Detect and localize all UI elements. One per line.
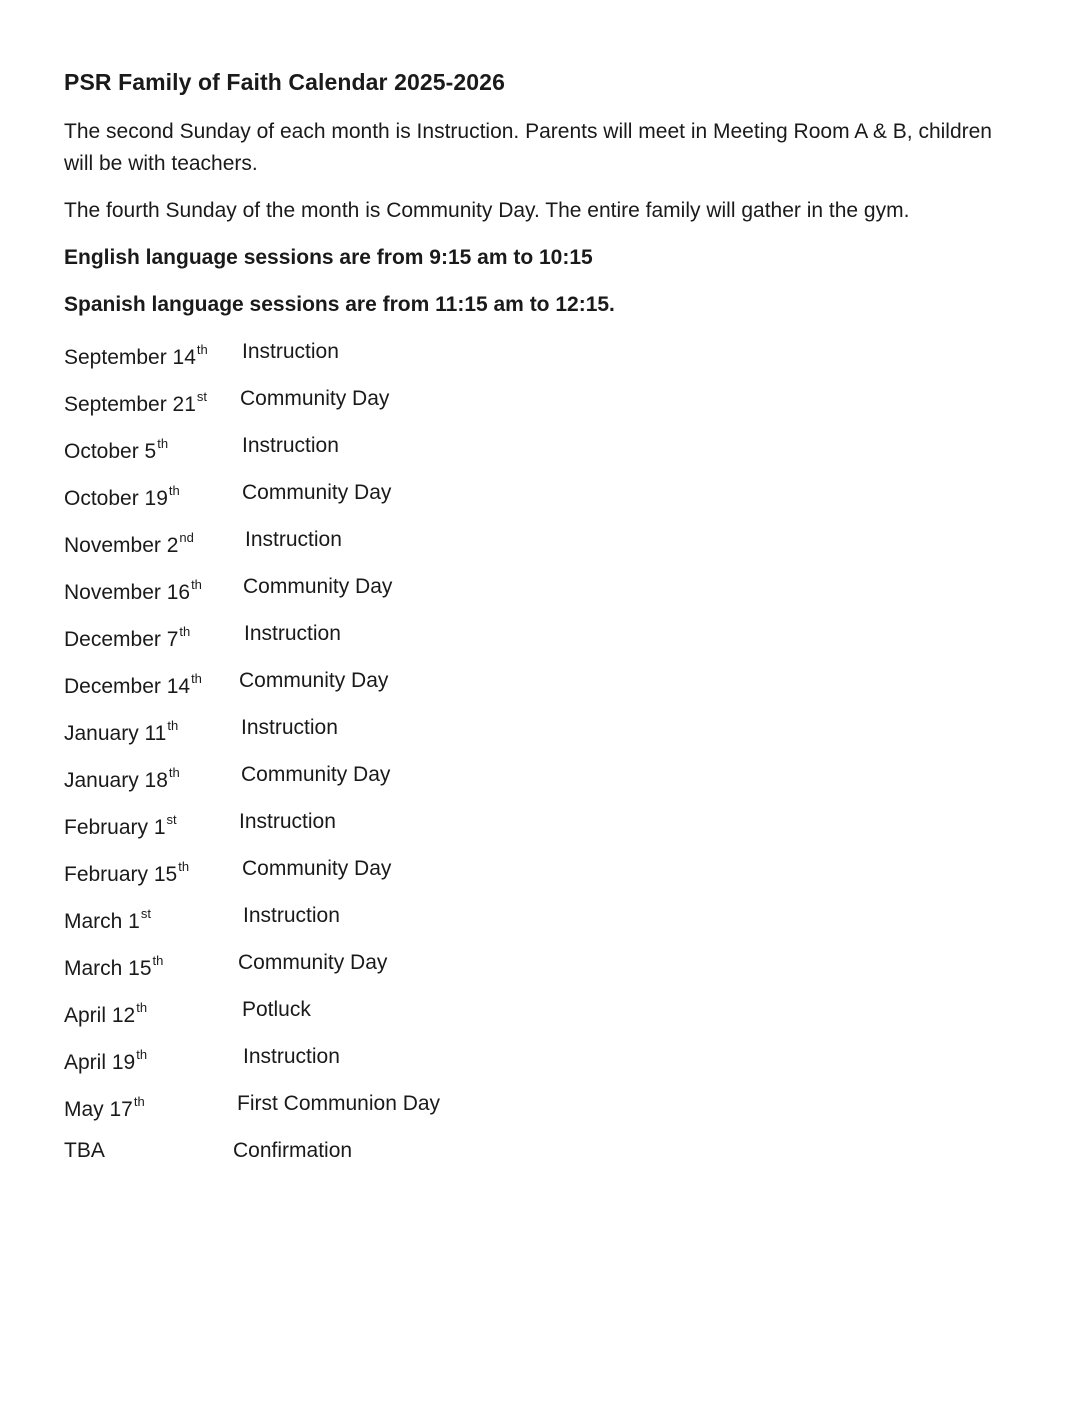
schedule-event: Instruction bbox=[239, 810, 336, 833]
schedule-date-suffix: th bbox=[191, 671, 202, 686]
schedule-date-text: September 14 bbox=[64, 346, 196, 369]
schedule-date-text: October 5 bbox=[64, 440, 157, 463]
schedule-event: Instruction bbox=[245, 528, 342, 551]
schedule-event: Instruction bbox=[244, 622, 341, 645]
schedule-date-suffix: th bbox=[152, 953, 164, 968]
schedule-date bbox=[64, 947, 163, 985]
schedule-row bbox=[64, 994, 1024, 1041]
schedule-date-text: February 15 bbox=[64, 863, 178, 886]
schedule-list bbox=[64, 336, 1024, 1182]
schedule-event: Community Day bbox=[240, 387, 390, 410]
schedule-event: Community Day bbox=[238, 951, 388, 974]
schedule-date-suffix: th bbox=[168, 483, 180, 498]
schedule-date-suffix: th bbox=[136, 1000, 148, 1015]
schedule-date-suffix: th bbox=[136, 1047, 148, 1062]
schedule-row bbox=[64, 524, 1024, 571]
schedule-event: Community Day bbox=[241, 763, 391, 786]
document-title: PSR Family of Faith Calendar 2025-2026 bbox=[64, 69, 505, 95]
english-sessions-info: English language sessions are from 9:15 am to 10:15 bbox=[64, 246, 593, 269]
schedule-date-suffix: th bbox=[157, 436, 169, 451]
schedule-date bbox=[64, 1088, 145, 1126]
schedule-date-text: September 21 bbox=[64, 393, 196, 416]
schedule-date bbox=[64, 1041, 147, 1079]
schedule-event: Potluck bbox=[242, 998, 311, 1021]
spanish-sessions-info: Spanish language sessions are from 11:15 am to 12:15. bbox=[64, 293, 615, 316]
schedule-date-text: May 17 bbox=[64, 1098, 133, 1121]
schedule-date-text: December 7 bbox=[64, 628, 179, 651]
schedule-date bbox=[64, 900, 151, 938]
schedule-event: Community Day bbox=[239, 669, 389, 692]
schedule-row bbox=[64, 477, 1024, 524]
schedule-date bbox=[64, 383, 207, 421]
schedule-date bbox=[64, 1135, 105, 1167]
schedule-date-suffix: th bbox=[191, 577, 202, 592]
schedule-event: First Communion Day bbox=[237, 1092, 441, 1115]
schedule-row bbox=[64, 665, 1024, 712]
schedule-date bbox=[64, 336, 208, 374]
schedule-event: Instruction bbox=[243, 1045, 340, 1068]
schedule-date bbox=[64, 618, 190, 656]
schedule-date bbox=[64, 806, 177, 844]
schedule-date-text: February 1 bbox=[64, 816, 166, 839]
schedule-event: Instruction bbox=[243, 904, 340, 927]
schedule-row bbox=[64, 430, 1024, 477]
schedule-row bbox=[64, 1041, 1024, 1088]
schedule-date-suffix: th bbox=[179, 624, 191, 639]
schedule-row bbox=[64, 806, 1024, 853]
schedule-row bbox=[64, 1135, 1024, 1182]
schedule-row bbox=[64, 571, 1024, 618]
schedule-date-text: November 2 bbox=[64, 534, 179, 557]
schedule-date-text: March 1 bbox=[64, 910, 140, 933]
schedule-date bbox=[64, 524, 194, 562]
schedule-row bbox=[64, 618, 1024, 665]
schedule-date bbox=[64, 994, 147, 1032]
schedule-date-text: December 14 bbox=[64, 675, 191, 698]
schedule-date bbox=[64, 712, 178, 750]
schedule-date bbox=[64, 853, 189, 891]
community-day-info: The fourth Sunday of the month is Community Day. The entire family will gather in the gym. bbox=[64, 199, 910, 222]
schedule-event: Confirmation bbox=[233, 1139, 353, 1162]
schedule-event: Instruction bbox=[242, 340, 339, 363]
schedule-date bbox=[64, 665, 202, 703]
schedule-date bbox=[64, 759, 180, 797]
schedule-row bbox=[64, 712, 1024, 759]
schedule-date bbox=[64, 477, 180, 515]
schedule-date-text: March 15 bbox=[64, 957, 152, 980]
schedule-event: Instruction bbox=[242, 434, 339, 457]
schedule-row bbox=[64, 759, 1024, 806]
schedule-date-suffix: nd bbox=[179, 530, 194, 545]
schedule-date-text: April 12 bbox=[64, 1004, 136, 1027]
schedule-date-suffix: st bbox=[140, 906, 151, 921]
schedule-row bbox=[64, 900, 1024, 947]
schedule-date-text: October 19 bbox=[64, 487, 168, 510]
schedule-date bbox=[64, 430, 168, 468]
instruction-info: The second Sunday of each month is Instruction. Parents will meet in Meeting Room A & B, children will be with teachers. bbox=[64, 120, 992, 175]
schedule-date bbox=[64, 571, 202, 609]
schedule-event: Instruction bbox=[241, 716, 338, 739]
schedule-date-suffix: th bbox=[167, 718, 179, 733]
schedule-date-text: November 16 bbox=[64, 581, 191, 604]
schedule-date-suffix: th bbox=[178, 859, 190, 874]
schedule-date-text: April 19 bbox=[64, 1051, 136, 1074]
calendar-document bbox=[64, 66, 1024, 1182]
schedule-row bbox=[64, 853, 1024, 900]
schedule-date-suffix: th bbox=[133, 1094, 145, 1109]
schedule-event: Community Day bbox=[242, 857, 392, 880]
schedule-row bbox=[64, 383, 1024, 430]
schedule-row bbox=[64, 947, 1024, 994]
schedule-date-text: January 18 bbox=[64, 769, 168, 792]
schedule-date-suffix: th bbox=[196, 342, 208, 357]
schedule-event: Community Day bbox=[242, 481, 392, 504]
schedule-date-suffix: st bbox=[166, 812, 177, 827]
schedule-date-suffix: st bbox=[196, 389, 208, 404]
schedule-date-suffix: th bbox=[168, 765, 180, 780]
schedule-date-text: TBA bbox=[64, 1139, 105, 1162]
schedule-row bbox=[64, 336, 1024, 383]
schedule-date-text: January 11 bbox=[64, 722, 167, 745]
schedule-event: Community Day bbox=[243, 575, 393, 598]
schedule-row bbox=[64, 1088, 1024, 1135]
